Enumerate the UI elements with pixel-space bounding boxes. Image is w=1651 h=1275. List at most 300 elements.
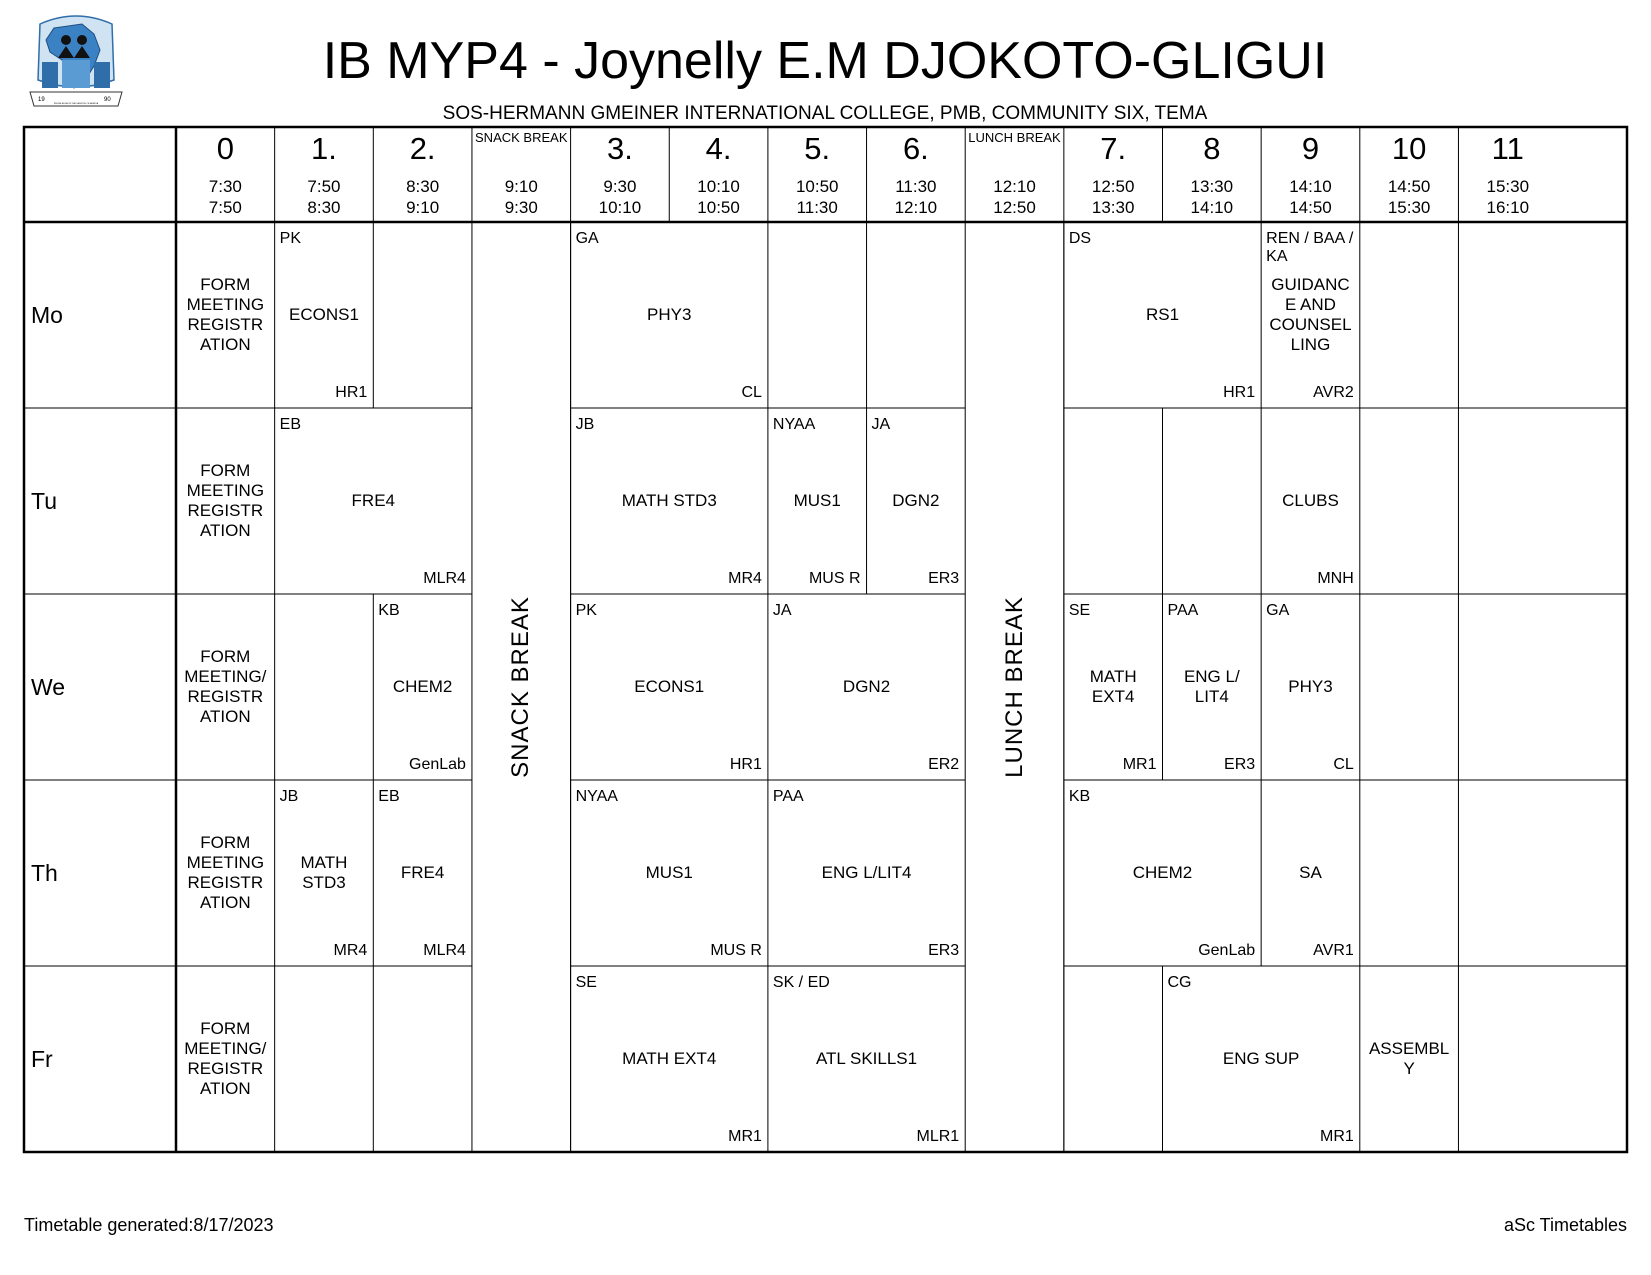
lesson-teacher: REN / BAA / KA: [1266, 230, 1354, 265]
empty-slot: [1458, 594, 1557, 780]
lesson-subject-line: REGISTR: [187, 873, 264, 892]
lesson-subject-text: [646, 863, 693, 883]
period-number: 0: [216, 131, 234, 166]
lesson-subject: [573, 780, 766, 966]
period-number: 3.: [606, 131, 633, 166]
lesson-card[interactable]: [1163, 966, 1360, 1152]
lesson-subject-text: [187, 275, 264, 355]
lesson-teacher: SK / ED: [772, 974, 830, 991]
lesson-subject: [375, 780, 470, 966]
lesson-subject-line: FRE4: [351, 491, 396, 510]
lesson-subject: [770, 780, 963, 966]
lesson-subject-line: MEETING: [186, 853, 265, 872]
day-name: Tu: [31, 487, 57, 514]
period-number: 10: [1391, 131, 1427, 166]
day-label: [24, 594, 176, 780]
lesson-card[interactable]: [1261, 408, 1360, 594]
lesson-subject-text: [816, 1049, 917, 1069]
lesson-subject: [1263, 222, 1358, 408]
period-header: [1163, 127, 1262, 222]
day-label: [24, 408, 176, 594]
period-number: 2.: [409, 131, 436, 166]
lesson-subject-line: ENG L/: [1183, 667, 1240, 686]
period-end: 14:10: [1190, 198, 1234, 217]
day-name: Mo: [31, 301, 63, 328]
lesson-subject-text: [184, 647, 266, 727]
empty-slot: [1360, 408, 1459, 594]
period-end: 14:50: [1289, 198, 1332, 217]
lesson-card[interactable]: [275, 408, 472, 594]
lesson-subject-text: [401, 863, 444, 883]
school-logo: [24, 10, 128, 110]
lesson-subject-line: ATION: [199, 893, 251, 912]
lesson-card[interactable]: [1064, 222, 1261, 408]
break-text: LUNCH BREAK: [1000, 596, 1028, 778]
period-start: 7:30: [208, 177, 242, 196]
lesson-subject-text: [892, 491, 939, 511]
lesson-subject-line: PHY3: [1288, 677, 1333, 696]
lesson-card[interactable]: [1064, 780, 1261, 966]
empty-slot: [1360, 222, 1459, 408]
lesson-subject-line: RS1: [1145, 305, 1180, 324]
lesson-teacher: JA: [772, 602, 792, 619]
lesson-card[interactable]: [275, 222, 374, 408]
lesson-card[interactable]: [176, 222, 275, 408]
period-time: [176, 176, 275, 218]
break-column: [472, 222, 571, 1152]
lesson-subject: [277, 222, 372, 408]
empty-slot: [275, 594, 374, 780]
lesson-card[interactable]: [768, 966, 965, 1152]
lesson-subject-text: [393, 677, 453, 697]
period-end: 15:30: [1387, 198, 1431, 217]
lesson-card[interactable]: [571, 966, 768, 1152]
period-time: [669, 176, 768, 218]
period-header: [1064, 127, 1163, 222]
lesson-subject: [277, 780, 372, 966]
break-column-label: [965, 222, 1064, 1152]
lesson-teacher: EB: [279, 416, 301, 433]
period-start: 9:10: [504, 177, 538, 196]
period-end: 7:50: [208, 198, 242, 217]
lesson-subject-line: PHY3: [647, 305, 692, 324]
period-end: 16:10: [1486, 198, 1530, 217]
svg-text:KNOWLEDGE IN THE SERVICE OF AF: KNOWLEDGE IN THE SERVICE OF AFRICA: [53, 103, 99, 105]
break-column-label: [472, 222, 571, 1152]
lesson-subject: [178, 966, 273, 1152]
period-time: [373, 176, 472, 218]
day-label: [24, 966, 176, 1152]
lesson-room: HR1: [1223, 384, 1256, 401]
generated-date: Timetable generated:8/17/2023: [24, 1215, 274, 1235]
lesson-teacher: NYAA: [772, 416, 816, 433]
period-end: 10:10: [598, 198, 642, 217]
lesson-room: MR1: [728, 1128, 762, 1145]
lesson-subject: [178, 408, 273, 594]
lesson-room: MLR4: [423, 570, 466, 587]
empty-slot: [1458, 780, 1557, 966]
lesson-card[interactable]: [176, 594, 275, 780]
lesson-subject-text: [1146, 305, 1179, 325]
lesson-teacher: NYAA: [575, 788, 618, 805]
lesson-subject: [277, 408, 470, 594]
lesson-card[interactable]: [571, 594, 768, 780]
lesson-subject-line: MATH: [300, 853, 348, 872]
period-start: 10:50: [795, 177, 839, 196]
period-end: 12:50: [993, 198, 1036, 217]
lesson-subject: [178, 594, 273, 780]
lesson-room: MR1: [1320, 1128, 1354, 1145]
empty-slot: [867, 222, 966, 408]
lesson-subject-line: FORM: [200, 833, 251, 852]
lesson-room: HR1: [335, 384, 368, 401]
lesson-card[interactable]: [1261, 780, 1360, 966]
lesson-room: CL: [1333, 756, 1354, 773]
lesson-subject-text: [301, 853, 348, 893]
lesson-subject: [770, 594, 963, 780]
lesson-card[interactable]: [768, 408, 867, 594]
lesson-teacher: GA: [575, 230, 599, 247]
lesson-subject-line: E AND: [1284, 295, 1336, 314]
empty-slot: [373, 222, 472, 408]
lesson-subject-text: [622, 491, 717, 511]
lesson-subject-text: [184, 1019, 266, 1099]
period-start: 9:30: [603, 177, 637, 196]
lesson-subject-text: [647, 305, 691, 325]
lesson-subject-line: FRE4: [400, 863, 445, 882]
lesson-room: MR4: [333, 942, 368, 959]
lesson-subject-text: [1133, 863, 1193, 883]
lesson-card[interactable]: [1360, 966, 1459, 1152]
lesson-card[interactable]: [373, 780, 472, 966]
lesson-subject-line: SA: [1299, 863, 1322, 882]
lesson-card[interactable]: [768, 780, 965, 966]
period-start: 8:30: [406, 177, 440, 196]
lesson-card[interactable]: [373, 594, 472, 780]
empty-slot: [1458, 966, 1557, 1152]
lesson-room: ER3: [1224, 756, 1256, 773]
period-time: [768, 176, 867, 218]
lesson-subject-line: EXT4: [1091, 687, 1135, 706]
period-header: [867, 127, 966, 222]
lesson-subject: [178, 780, 273, 966]
lesson-subject: [1165, 966, 1358, 1152]
lesson-subject-line: DGN2: [892, 491, 940, 510]
lesson-subject-line: MUS1: [645, 863, 693, 882]
lesson-subject: [1066, 222, 1259, 408]
period-time: [472, 176, 571, 218]
lesson-subject-line: FORM: [200, 461, 251, 480]
lesson-room: MNH: [1317, 570, 1354, 587]
lesson-subject-text: [187, 833, 264, 913]
day-label: [24, 780, 176, 966]
period-time: [867, 176, 966, 218]
lesson-room: MR4: [728, 570, 762, 587]
lesson-subject: [1263, 408, 1358, 594]
lesson-subject-line: FORM: [200, 647, 251, 666]
lesson-subject: [1066, 594, 1161, 780]
empty-slot: [1458, 408, 1557, 594]
period-time: [1261, 176, 1360, 218]
period-time: [1360, 176, 1459, 218]
lesson-subject-line: ENG L/LIT4: [821, 863, 912, 882]
period-end: 9:30: [504, 198, 538, 217]
period-header: [472, 127, 571, 222]
lesson-subject-line: STD3: [302, 873, 346, 892]
empty-slot: [1064, 408, 1163, 594]
lesson-subject-text: [634, 677, 704, 697]
period-end: 10:50: [697, 198, 740, 217]
empty-slot: [275, 966, 374, 1152]
lesson-subject-line: CLUBS: [1282, 491, 1339, 510]
lesson-subject: [770, 408, 865, 594]
lesson-teacher: PK: [575, 602, 597, 619]
lesson-subject-line: REGISTR: [187, 687, 264, 706]
period-header: [1360, 127, 1459, 222]
period-header: [373, 127, 472, 222]
lesson-room: ER3: [928, 942, 960, 959]
period-time: [1064, 176, 1163, 218]
lesson-subject-line: REGISTR: [187, 315, 264, 334]
lesson-subject: [375, 594, 470, 780]
period-end: 12:10: [894, 198, 938, 217]
period-start: 10:10: [697, 177, 740, 196]
period-start: 11:30: [895, 177, 937, 196]
lesson-subject-line: ATL SKILLS1: [815, 1049, 918, 1068]
lesson-card[interactable]: [1261, 222, 1360, 408]
lesson-teacher: GA: [1266, 602, 1290, 619]
period-start: 12:50: [1091, 177, 1135, 196]
break-column: [965, 222, 1064, 1152]
lesson-teacher: PAA: [1167, 602, 1199, 619]
lesson-subject: [1066, 780, 1259, 966]
lesson-room: GenLab: [409, 756, 466, 773]
lesson-card[interactable]: [571, 408, 768, 594]
period-start: 13:30: [1190, 177, 1234, 196]
lesson-subject-text: [1288, 677, 1332, 697]
lesson-subject: [1362, 966, 1457, 1152]
lesson-room: ER2: [928, 756, 960, 773]
lesson-subject-line: MEETING/: [184, 667, 267, 686]
lesson-subject-line: CHEM2: [392, 677, 453, 696]
page-title: IB MYP4 - Joynelly E.M DJOKOTO-GLIGUI: [322, 32, 1328, 90]
lesson-subject: [1263, 594, 1358, 780]
lesson-subject-text: [1090, 667, 1137, 707]
empty-slot: [1064, 966, 1163, 1152]
lesson-room: MLR4: [423, 942, 466, 959]
period-start: 15:30: [1486, 177, 1530, 196]
lesson-subject: [573, 966, 766, 1152]
lesson-card[interactable]: [1163, 594, 1262, 780]
period-end: 13:30: [1091, 198, 1135, 217]
period-number: 4.: [705, 131, 732, 166]
lesson-subject: [1165, 594, 1260, 780]
school-name: SOS-HERMANN GMEINER INTERNATIONAL COLLEGE, PMB, COMMUNITY SIX, TEMA: [442, 103, 1208, 124]
empty-slot: [768, 222, 867, 408]
lesson-card[interactable]: [275, 780, 374, 966]
lesson-subject-line: MEETING: [186, 481, 265, 500]
lesson-subject-text: [1369, 1039, 1449, 1079]
lesson-subject-text: [1269, 275, 1351, 355]
period-number: 9: [1301, 131, 1320, 166]
break-label: LUNCH BREAK: [968, 130, 1061, 145]
period-header: [669, 127, 768, 222]
day-name: Fr: [31, 1045, 53, 1072]
period-number: 5.: [804, 131, 831, 166]
lesson-card[interactable]: [176, 408, 275, 594]
lesson-teacher: PK: [279, 230, 301, 247]
period-start: 7:50: [307, 177, 341, 196]
lesson-room: MLR1: [916, 1128, 960, 1145]
lesson-teacher: EB: [378, 788, 400, 805]
lesson-subject-line: MUS1: [793, 491, 841, 510]
lesson-subject: [573, 222, 766, 408]
lesson-card[interactable]: [571, 780, 768, 966]
lesson-subject-line: MATH STD3: [621, 491, 717, 510]
period-time: [571, 176, 670, 218]
lesson-teacher: PAA: [772, 788, 804, 805]
period-header: [1458, 127, 1557, 222]
lesson-room: MUS R: [808, 570, 861, 587]
lesson-subject-text: [352, 491, 395, 511]
lesson-teacher: JB: [279, 788, 299, 805]
lesson-subject-line: MATH: [1089, 667, 1137, 686]
lesson-room: GenLab: [1198, 942, 1256, 959]
period-header: [768, 127, 867, 222]
day-name: We: [31, 673, 66, 700]
lesson-subject-line: Y: [1403, 1059, 1415, 1078]
lesson-teacher: CG: [1167, 974, 1192, 991]
lesson-room: HR1: [729, 756, 762, 773]
lesson-subject-line: ATION: [199, 335, 251, 354]
lesson-subject-line: MEETING: [186, 295, 265, 314]
period-time: [1458, 176, 1557, 218]
period-end: 8:30: [307, 198, 341, 217]
lesson-subject: [573, 594, 766, 780]
svg-text:90: 90: [104, 97, 111, 103]
lesson-teacher: SE: [1068, 602, 1091, 619]
lesson-subject-line: LING: [1290, 335, 1331, 354]
lesson-card[interactable]: [176, 966, 275, 1152]
period-header: [571, 127, 670, 222]
lesson-subject-text: [843, 677, 890, 697]
lesson-subject-line: ECONS1: [634, 677, 705, 696]
period-header: [965, 127, 1064, 222]
lesson-teacher: SE: [575, 974, 597, 991]
app-credit: aSc Timetables: [1503, 1215, 1627, 1235]
lesson-card[interactable]: [571, 222, 768, 408]
lesson-teacher: DS: [1068, 230, 1092, 247]
day-label: [24, 222, 176, 408]
period-end: 9:10: [406, 198, 440, 217]
lesson-subject-line: ATION: [199, 1079, 251, 1098]
break-text: SNACK BREAK: [507, 596, 535, 778]
lesson-subject: [1263, 780, 1358, 966]
lesson-subject-line: ENG SUP: [1222, 1049, 1300, 1068]
lesson-subject-line: FORM: [200, 1019, 251, 1038]
lesson-subject-line: CHEM2: [1132, 863, 1193, 882]
lesson-subject-line: ATION: [199, 707, 251, 726]
period-number: 11: [1491, 131, 1524, 166]
lesson-subject-text: [622, 1049, 716, 1069]
lesson-teacher: KB: [378, 602, 400, 619]
lesson-subject-text: [1282, 491, 1339, 511]
lesson-card[interactable]: [768, 594, 965, 780]
lesson-subject-line: ATION: [199, 521, 251, 540]
lesson-subject-text: [187, 461, 264, 541]
lesson-room: MUS R: [710, 942, 762, 959]
empty-slot: [1458, 222, 1557, 408]
period-start: 14:10: [1289, 177, 1332, 196]
lesson-card[interactable]: [176, 780, 275, 966]
period-start: 12:10: [993, 177, 1036, 196]
lesson-subject-line: COUNSEL: [1269, 315, 1352, 334]
period-end: 11:30: [796, 198, 838, 217]
lesson-subject-text: [794, 491, 841, 511]
empty-slot: [1163, 408, 1262, 594]
lesson-room: AVR2: [1313, 384, 1354, 401]
lesson-subject: [869, 408, 964, 594]
lesson-card[interactable]: [1261, 594, 1360, 780]
lesson-subject-line: ASSEMBL: [1368, 1039, 1450, 1058]
lesson-subject-line: LIT4: [1194, 687, 1229, 706]
lesson-room: MR1: [1122, 756, 1157, 773]
period-time: [1163, 176, 1262, 218]
lesson-subject-line: MEETING/: [184, 1039, 267, 1058]
lesson-subject-text: [1299, 863, 1322, 883]
lesson-teacher: JB: [575, 416, 595, 433]
lesson-subject: [770, 966, 963, 1152]
lesson-subject-line: MATH EXT4: [622, 1049, 717, 1068]
empty-slot: [1360, 780, 1459, 966]
period-time: [275, 176, 374, 218]
period-time: [965, 176, 1064, 218]
lesson-subject-line: ECONS1: [289, 305, 359, 324]
period-header: [275, 127, 374, 222]
period-number: 1.: [311, 131, 337, 166]
period-number: 7.: [1100, 131, 1127, 166]
lesson-subject-line: REGISTR: [187, 1059, 264, 1078]
lesson-teacher: KB: [1068, 788, 1091, 805]
lesson-room: ER3: [928, 570, 960, 587]
lesson-teacher: JA: [871, 416, 891, 433]
day-name: Th: [31, 859, 58, 886]
lesson-subject-line: GUIDANC: [1271, 275, 1350, 294]
lesson-room: AVR1: [1313, 942, 1354, 959]
lesson-subject: [178, 222, 273, 408]
lesson-subject-text: [289, 305, 359, 325]
period-number: 8: [1203, 131, 1221, 166]
period-number: 6.: [902, 131, 929, 166]
lesson-card[interactable]: [867, 408, 966, 594]
lesson-subject-text: [822, 863, 912, 883]
lesson-subject-line: FORM: [200, 275, 251, 294]
period-header: [1261, 127, 1360, 222]
empty-slot: [1360, 594, 1459, 780]
lesson-subject-text: [1223, 1049, 1300, 1069]
lesson-subject-text: [1184, 667, 1240, 707]
period-header: [176, 127, 275, 222]
svg-text:19: 19: [38, 97, 45, 103]
lesson-card[interactable]: [1064, 594, 1163, 780]
lesson-subject-line: REGISTR: [187, 501, 264, 520]
lesson-room: CL: [741, 384, 762, 401]
break-label: SNACK BREAK: [475, 130, 568, 145]
lesson-subject-line: DGN2: [842, 677, 891, 696]
empty-slot: [373, 966, 472, 1152]
lesson-subject: [573, 408, 766, 594]
period-start: 14:50: [1387, 177, 1431, 196]
